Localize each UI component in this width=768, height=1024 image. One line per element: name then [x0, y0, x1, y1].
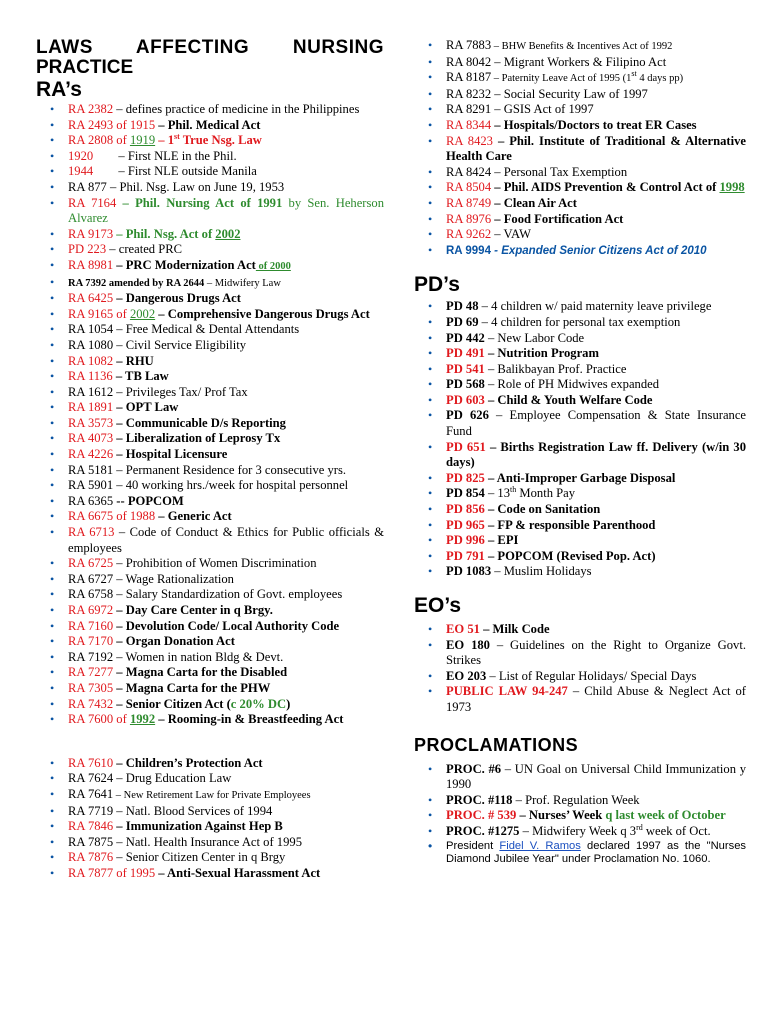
law-desc: – Prof. Regulation Week	[512, 792, 640, 807]
law-code: EO 51	[446, 622, 480, 636]
law-code: RA 9165 of	[68, 306, 130, 321]
law-desc: – Prohibition of Women Discrimination	[113, 556, 317, 571]
law-code: RA 7600 of	[68, 712, 130, 727]
law-desc: – Phil. Nsg. Act of	[113, 226, 216, 241]
law-desc: – PRC Modernization Act	[113, 257, 256, 272]
list-item	[36, 665, 384, 681]
list-item	[414, 486, 746, 502]
law-desc2: 4 days pp)	[636, 73, 684, 85]
list-item	[36, 369, 384, 385]
list-item	[36, 242, 384, 258]
pd-list	[414, 299, 746, 580]
list-item	[36, 866, 384, 882]
law-code: PD 965	[446, 517, 485, 532]
law-year: of 2000	[255, 260, 291, 272]
law-code: RA 6425	[68, 291, 114, 306]
law-code: PD 1083	[446, 564, 492, 579]
section-heading-ras: RA’s	[36, 78, 82, 101]
law-code: RA 7641	[68, 786, 114, 801]
law-year: 1998	[719, 180, 745, 195]
left-column	[36, 0, 384, 882]
law-year: 2002	[129, 306, 156, 321]
list-item	[36, 258, 384, 275]
law-desc: – 13	[484, 486, 511, 501]
list-item	[414, 227, 746, 243]
list-item	[36, 634, 384, 650]
list-item	[414, 377, 746, 393]
list-item	[414, 346, 746, 362]
law-code: RA 7877 of 1995	[68, 865, 156, 880]
ra-list-left-continued	[36, 756, 384, 882]
list-item	[36, 102, 384, 118]
law-sup: st	[174, 132, 180, 141]
law-desc: – Phil. Nsg. Law on June 19, 1953	[106, 179, 285, 194]
section-heading-proclamations: PROCLAMATIONS	[414, 734, 579, 755]
list-item	[414, 87, 746, 103]
document-title-line1: LAWS AFFECTING NURSING	[36, 37, 384, 58]
law-sup: rd	[636, 822, 643, 832]
law-desc: – New Retirement Law for Private Employees	[113, 789, 311, 801]
list-item	[36, 712, 384, 728]
law-code: RA 6758	[68, 587, 114, 602]
president-link[interactable]: Fidel V. Ramos	[499, 839, 581, 852]
law-desc: – Magna Carta for the PHW	[113, 680, 271, 695]
law-desc: – Employee Compensation & State Insurance Fund	[446, 408, 747, 439]
law-desc: – Free Medical & Dental Attendants	[113, 322, 300, 337]
law-desc: – First NLE in the Phil.	[93, 148, 237, 163]
law-desc: – Hospitals/Doctors to treat ER Cases	[491, 117, 697, 132]
law-code: 1944	[68, 164, 94, 179]
eo-list	[414, 622, 746, 716]
list-item	[36, 681, 384, 697]
list-item	[414, 180, 746, 196]
list-item	[36, 756, 384, 772]
list-item	[36, 697, 384, 713]
proclamation-list	[414, 762, 746, 867]
law-code: RA 7277	[68, 665, 114, 680]
law-desc: – Phil. Medical Act	[155, 117, 261, 132]
law-desc: – Phil. AIDS Prevention & Control Act of	[491, 180, 720, 195]
list-item	[36, 587, 384, 603]
list-item	[414, 212, 746, 228]
list-item	[36, 338, 384, 354]
list-item	[414, 134, 746, 165]
document-title-line2: PRACTICE	[36, 57, 134, 78]
list-item	[414, 102, 746, 118]
list-item	[414, 393, 746, 409]
law-desc: – Civil Service Eligibility	[113, 337, 247, 352]
section-heading-pds: PD’s	[414, 273, 460, 297]
list-item	[414, 38, 746, 55]
list-item	[36, 771, 384, 787]
law-desc: – Hospital Licensure	[113, 447, 228, 462]
law-desc: – List of Regular Holidays/ Special Days	[486, 668, 697, 683]
law-code: RA 6727	[68, 571, 114, 586]
law-extra: by Sen. Heherson Alvarez	[68, 195, 384, 226]
law-code: RA 8344	[446, 117, 492, 132]
law-desc: – Food Fortification Act	[491, 211, 624, 226]
law-code: EO 203	[446, 668, 487, 683]
law-desc: – Day Care Center in q Brgy.	[113, 603, 273, 617]
law-desc: – GSIS Act of 1997	[491, 102, 594, 117]
list-item	[36, 447, 384, 463]
law-code: RA 7876	[68, 850, 114, 865]
list-item	[36, 400, 384, 416]
law-code: RA 6725	[68, 556, 114, 571]
list-item	[414, 471, 746, 487]
list-item	[414, 762, 746, 793]
law-desc: – Migrant Workers & Filipino Act	[491, 54, 667, 69]
law-code: RA 7846	[68, 819, 114, 834]
list-item	[36, 463, 384, 479]
law-code: PD 491	[446, 346, 485, 361]
law-year: 2002	[215, 226, 241, 241]
list-item	[36, 133, 384, 149]
law-code: RA 2493 of 1915	[68, 117, 156, 132]
list-item	[414, 840, 746, 867]
list-item	[36, 494, 384, 510]
law-code: RA 6675 of 1988	[68, 509, 156, 524]
list-item	[36, 835, 384, 851]
law-code: RA 9262	[446, 227, 492, 242]
list-item	[36, 509, 384, 525]
law-year: 1919	[129, 133, 156, 148]
law-desc: – Phil. Institute of Traditional & Alternative Health Care	[446, 133, 746, 164]
law-extra: q last week of October	[605, 808, 726, 823]
ra-list-right	[414, 38, 746, 259]
list-item	[414, 564, 746, 580]
law-code: RA 3573	[68, 415, 114, 430]
list-item	[414, 669, 746, 685]
law-code: PROC. #118	[446, 792, 513, 807]
list-item	[36, 572, 384, 588]
law-desc2: True Nsg. Law	[179, 133, 262, 148]
law-code: RA 9994	[446, 244, 491, 257]
law-code: PD 603	[446, 392, 485, 407]
law-desc: – Midwifery Week q 3	[519, 823, 637, 838]
law-desc: – Senior Citizen Act (	[113, 696, 231, 711]
list-item	[414, 408, 746, 439]
law-code: RA 8749	[446, 195, 492, 210]
law-code: RA 7719	[68, 803, 114, 818]
law-desc: – Salary Standardization of Govt. employees	[113, 587, 343, 602]
law-desc: – Muslim Holidays	[491, 564, 592, 579]
law-code: RA 5901	[68, 478, 114, 493]
law-desc2: Month Pay	[516, 486, 576, 501]
law-code: RA 7392 amended by RA 2644	[68, 277, 205, 289]
section-heading-eos: EO’s	[414, 594, 462, 617]
list-item	[414, 55, 746, 71]
list-item	[414, 243, 746, 260]
law-desc: – Immunization Against Hep B	[113, 819, 283, 834]
law-desc: – POPCOM (Revised Pop. Act)	[484, 548, 656, 563]
law-code: RA 7164	[68, 195, 117, 210]
law-desc: – First NLE outside Manila	[93, 164, 257, 179]
law-code: RA 5181	[68, 462, 114, 477]
law-code: RA 4073	[68, 431, 114, 446]
note-pre: President	[446, 839, 500, 852]
law-code: RA 6972	[68, 603, 114, 617]
list-item	[414, 808, 746, 824]
law-desc: – UN Goal on Universal Child Immunization y 1990	[446, 761, 746, 792]
law-desc: – BHW Benefits & Incentives Act of 1992	[491, 41, 673, 52]
list-item	[414, 533, 746, 549]
law-code: RA 6365	[68, 493, 114, 508]
right-column	[414, 38, 746, 867]
law-desc: – Privileges Tax/ Prof Tax	[113, 384, 248, 399]
law-code: RA 2808 of	[68, 133, 130, 148]
list-item	[36, 118, 384, 134]
law-desc: – TB Law	[112, 369, 169, 384]
law-code: PD 541	[446, 361, 485, 376]
ra-list-left	[36, 102, 384, 728]
law-code: RA 7875	[68, 834, 114, 849]
list-item	[36, 787, 384, 804]
law-desc: – Liberalization of Leprosy Tx	[113, 431, 281, 446]
law-code: RA 2382	[68, 102, 114, 116]
law-code: RA 7883	[446, 38, 492, 52]
law-desc: – Natl. Blood Services of 1994	[113, 803, 273, 818]
law-code: RA 8232	[446, 86, 492, 101]
list-item	[36, 619, 384, 635]
law-sup: st	[631, 69, 637, 78]
list-item	[414, 518, 746, 534]
list-item	[36, 322, 384, 338]
law-desc: – Nurses’ Week	[516, 808, 606, 823]
list-item	[36, 196, 384, 227]
list-item	[36, 850, 384, 866]
list-item	[414, 502, 746, 518]
law-desc: – Magna Carta for the Disabled	[113, 665, 288, 680]
law-code: PD 442	[446, 330, 485, 345]
law-code: RA 8423	[446, 133, 493, 148]
law-desc: – 4 children w/ paid maternity leave privilege	[478, 299, 712, 314]
law-desc: - Expanded Senior Citizens Act of 2010	[490, 244, 707, 257]
law-desc: – 40 working hrs./week for hospital personnel	[113, 478, 349, 493]
law-code: RA 8291	[446, 102, 492, 117]
law-code: RA 8504	[446, 180, 492, 195]
law-desc: – Role of PH Midwives expanded	[484, 377, 660, 392]
list-item	[414, 315, 746, 331]
law-code: PD 854	[446, 486, 485, 501]
list-item	[36, 354, 384, 370]
list-item	[36, 650, 384, 666]
law-desc: – Paternity Leave Act of 1995 (1	[491, 73, 632, 85]
list-item	[36, 385, 384, 401]
law-desc: – defines practice of medicine in the Philippines	[113, 102, 360, 116]
list-item	[36, 307, 384, 323]
law-desc: – New Labor Code	[484, 330, 585, 345]
law-desc: – Comprehensive Dangerous Drugs Act	[155, 306, 370, 321]
law-desc: – Guidelines on the Right to Organize Govt. Strikes	[446, 637, 746, 668]
list-item	[414, 549, 746, 565]
law-desc: – Devolution Code/ Local Authority Code	[113, 618, 340, 633]
law-code: PD 69	[446, 314, 479, 329]
law-desc: – OPT Law	[113, 400, 179, 415]
law-desc: – FP & responsible Parenthood	[484, 517, 656, 532]
law-sup: th	[510, 485, 517, 495]
list-item	[414, 70, 746, 87]
law-code: EO 180	[446, 637, 490, 652]
list-item	[414, 118, 746, 134]
law-desc: – Milk Code	[479, 622, 550, 636]
law-code: RA 7305	[68, 680, 114, 695]
law-code: PD 626	[446, 408, 489, 423]
law-desc: – Nutrition Program	[484, 346, 599, 361]
law-desc: – Code on Sanitation	[484, 502, 601, 517]
law-code: RA 8976	[446, 211, 492, 226]
law-desc: – Child & Youth Welfare Code	[484, 392, 653, 407]
law-desc: – Dangerous Drugs Act	[113, 291, 241, 306]
list-item	[414, 165, 746, 181]
law-desc: – Balikbayan Prof. Practice	[484, 361, 627, 376]
law-code: RA 8187	[446, 70, 492, 85]
law-desc2: )	[286, 696, 291, 711]
law-code: RA 1080	[68, 337, 114, 352]
note-post: declared 1997 as the "Nurses Diamond Jubilee Year" under Proclamation No. 1060.	[446, 839, 747, 866]
law-desc: – Natl. Health Insurance Act of 1995	[113, 834, 302, 849]
list-item	[36, 291, 384, 307]
law-desc: – Anti-Sexual Harassment Act	[155, 865, 321, 880]
law-desc: – Midwifery Law	[204, 277, 281, 289]
law-code: PD 223	[68, 242, 107, 257]
law-desc: – Senior Citizen Center in q Brgy	[113, 850, 286, 865]
list-item	[414, 362, 746, 378]
law-code: PD 48	[446, 299, 479, 314]
list-item	[36, 416, 384, 432]
law-code: PD 856	[446, 502, 485, 517]
list-item	[36, 819, 384, 835]
law-year: 1992	[129, 712, 156, 727]
law-desc: – Children’s Protection Act	[113, 755, 263, 770]
list-item	[36, 164, 384, 180]
law-code: 1920	[68, 148, 94, 163]
law-desc: – Clean Air Act	[491, 195, 577, 210]
law-code: RA 9173	[68, 226, 114, 241]
list-item	[36, 227, 384, 243]
law-code: PD 651	[446, 439, 486, 454]
law-code: PROC. #1275	[446, 823, 520, 838]
law-desc: – Social Security Law of 1997	[491, 86, 648, 101]
law-desc: – Generic Act	[155, 509, 232, 524]
law-desc: -- POPCOM	[113, 493, 184, 508]
law-desc: – Rooming-in & Breastfeeding Act	[155, 712, 344, 727]
law-code: RA 7624	[68, 771, 114, 786]
law-desc: – VAW	[491, 227, 531, 242]
list-item	[36, 275, 384, 292]
law-code: PD 825	[446, 470, 485, 485]
law-extra: c 20% DC	[230, 696, 287, 711]
law-code: RA 1136	[68, 369, 113, 384]
law-code: RA 7160	[68, 618, 114, 633]
law-code: RA 7170	[68, 634, 114, 649]
law-code: RA 6713	[68, 525, 115, 540]
law-desc: – Births Registration Law ff. Delivery (w/in 30 days)	[446, 439, 746, 470]
law-code: RA 4226	[68, 447, 114, 462]
list-item	[414, 824, 746, 840]
law-code: RA 7610	[68, 755, 114, 770]
law-desc: – Permanent Residence for 3 consecutive yrs.	[113, 462, 347, 477]
list-item	[36, 149, 384, 165]
law-desc: – Anti-Improper Garbage Disposal	[484, 470, 676, 485]
law-code: RA 7192	[68, 649, 114, 664]
law-desc: – Communicable D/s Reporting	[113, 415, 286, 430]
law-code: PROC. #6	[446, 761, 502, 776]
law-desc: – RHU	[113, 353, 154, 368]
law-code: RA 877	[68, 179, 107, 194]
law-desc: – EPI	[484, 533, 519, 548]
list-item	[36, 804, 384, 820]
list-item	[36, 478, 384, 494]
list-item	[414, 638, 746, 669]
law-code: RA 1054	[68, 322, 114, 337]
law-code: PD 791	[446, 548, 485, 563]
law-desc: – 4 children for personal tax exemption	[478, 314, 681, 329]
law-code: RA 1612	[68, 384, 114, 399]
law-code: RA 7432	[68, 696, 114, 711]
list-item	[414, 196, 746, 212]
law-desc: – Wage Rationalization	[113, 571, 234, 586]
list-item	[36, 180, 384, 196]
law-code: RA 8042	[446, 54, 492, 69]
list-item	[414, 793, 746, 809]
spacer	[36, 728, 384, 756]
law-code: PD 996	[446, 533, 485, 548]
list-item	[414, 299, 746, 315]
law-desc: – Women in nation Bldg & Devt.	[113, 649, 284, 664]
list-item	[36, 603, 384, 619]
law-desc: – Phil. Nursing Act of 1991	[116, 195, 283, 210]
law-desc: – Organ Donation Act	[113, 634, 235, 649]
law-desc: – Child Abuse & Neglect Act of 1973	[446, 684, 746, 714]
law-code: RA 8981	[68, 257, 114, 272]
law-code: PD 568	[446, 377, 485, 392]
law-desc2: week of Oct.	[642, 823, 711, 838]
list-item	[36, 525, 384, 556]
list-item	[36, 556, 384, 572]
law-code: RA 8424	[446, 164, 492, 179]
law-desc: – Drug Education Law	[113, 771, 232, 786]
law-desc: – 1	[155, 133, 175, 148]
list-item	[36, 431, 384, 447]
list-item	[414, 440, 746, 471]
law-code: RA 1082	[68, 353, 114, 368]
law-code: PUBLIC LAW 94-247	[446, 684, 568, 699]
law-desc: – Personal Tax Exemption	[491, 164, 628, 179]
list-item	[414, 622, 746, 638]
list-item	[414, 684, 746, 715]
law-desc: – created PRC	[106, 242, 183, 257]
law-code: PROC. # 539	[446, 808, 517, 823]
list-item	[414, 331, 746, 347]
law-code: RA 1891	[68, 400, 114, 415]
law-desc: – Code of Conduct & Ethics for Public officials & employees	[68, 525, 384, 555]
